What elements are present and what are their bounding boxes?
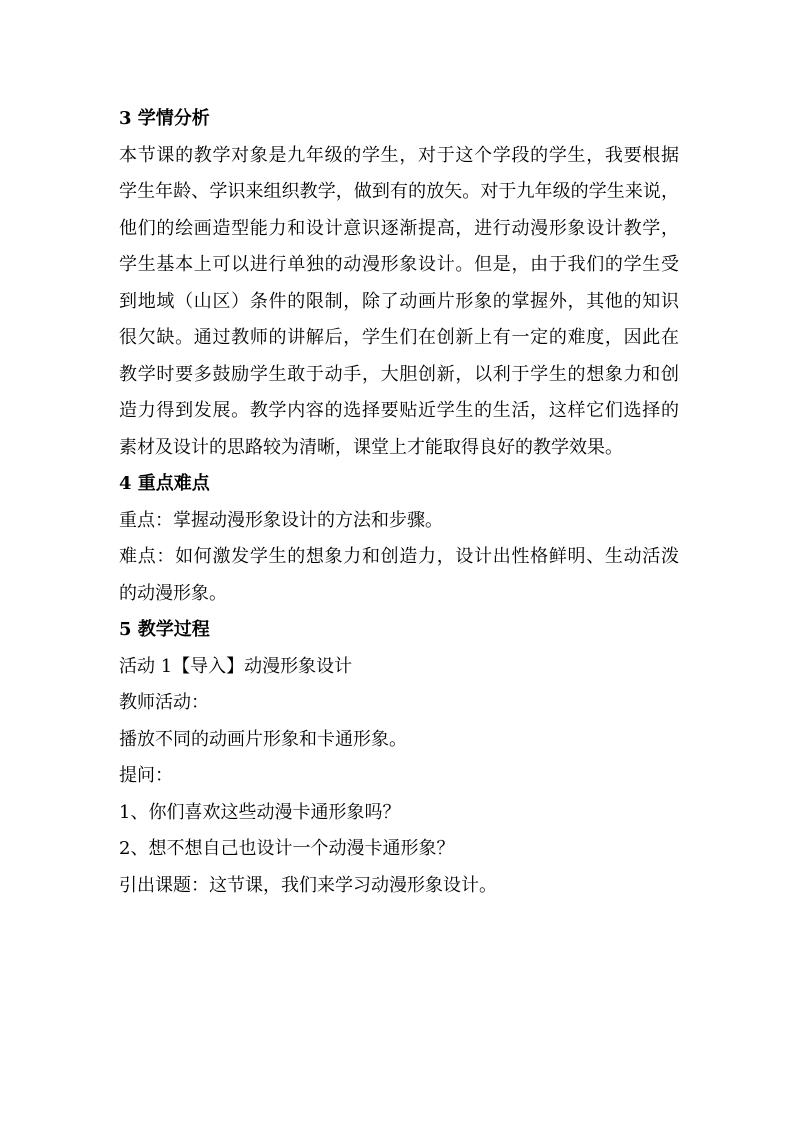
- paragraph-line: 难点：如何激发学生的想象力和创造力，设计出性格鲜明、生动活泼: [119, 546, 679, 567]
- paragraph-line: 他们的绘画造型能力和设计意识逐渐提高，进行动漫形象设计教学，: [119, 217, 679, 239]
- section-heading-4: 4 重点难点: [119, 473, 210, 494]
- section-heading-5: 5 教学过程: [119, 619, 210, 640]
- document-content: [119, 101, 679, 904]
- paragraph-line: 造力得到发展。教学内容的选择要贴近学生的生活，这样它们选择的: [119, 400, 679, 421]
- section-heading-3: 3 学情分析: [119, 108, 210, 129]
- lead-in-text: 引出课题：这节课，我们来学习动漫形象设计。: [119, 874, 497, 896]
- question-2: 2、想不想自己也设计一个动漫卡通形象？: [119, 838, 455, 859]
- key-point-text: 重点：掌握动漫形象设计的方法和步骤。: [119, 509, 443, 531]
- question-1: 1、你们喜欢这些动漫卡通形象吗？: [119, 801, 401, 823]
- paragraph-line: 本节课的教学对象是九年级的学生，对于这个学段的学生，我要根据: [119, 144, 679, 166]
- teacher-activity-label: 教师活动：: [119, 692, 209, 713]
- paragraph-line: 教学时要多鼓励学生敢于动手，大胆创新，以利于学生的想象力和创: [119, 363, 679, 385]
- paragraph-line: 到地域（山区）条件的限制，除了动画片形象的掌握外，其他的知识: [119, 290, 679, 312]
- paragraph-line: 的动漫形象。: [119, 582, 227, 604]
- learner-analysis-paragraph: [119, 138, 679, 467]
- difficulty-paragraph: [119, 539, 679, 612]
- paragraph-line: 学生基本上可以进行单独的动漫形象设计。但是，由于我们的学生受: [119, 254, 679, 275]
- paragraph-line: 素材及设计的思路较为清晰，课堂上才能取得良好的教学效果。: [119, 436, 623, 458]
- paragraph-line: 学生年龄、学识来组织教学，做到有的放矢。对于九年级的学生来说，: [119, 181, 679, 202]
- activity-title: 活动 1【导入】动漫形象设计: [119, 655, 353, 677]
- paragraph-line: 很欠缺。通过教师的讲解后，学生们在创新上有一定的难度，因此在: [119, 327, 679, 348]
- question-label: 提问：: [119, 765, 173, 786]
- play-animations-text: 播放不同的动画片形象和卡通形象。: [119, 728, 407, 750]
